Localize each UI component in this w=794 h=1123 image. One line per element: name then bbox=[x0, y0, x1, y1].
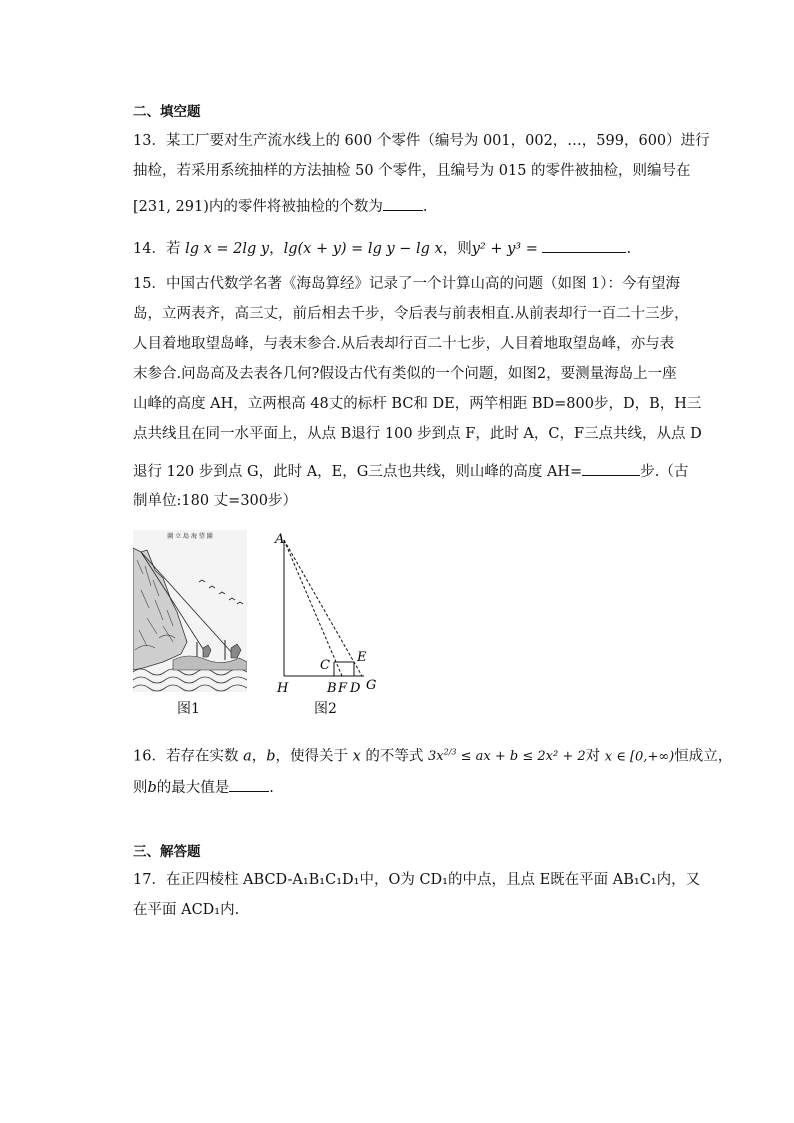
q15-line-4: 末参合.问岛高及去表各几何?假设古代有类似的一个问题，如图2，要测量海岛上一座 bbox=[133, 366, 677, 382]
q13-interval: [231, 291) bbox=[133, 199, 209, 215]
section-heading-solutions: 三、解答题 bbox=[133, 844, 201, 860]
q16-line-2-b: b bbox=[147, 780, 157, 796]
q15-line-1: 15．中国古代数学名著《海岛算经》记录了一个计算山高的问题（如图 1）：今有望海 bbox=[133, 276, 681, 292]
q15-line-7-before: 退行 120 步到点 G，此时 A，E，G三点也共线，则山峰的高度 AH= bbox=[133, 464, 583, 480]
q16-answer-blank[interactable] bbox=[229, 777, 269, 792]
figure-1-illustration bbox=[133, 530, 247, 692]
q14-answer-blank[interactable] bbox=[542, 238, 626, 253]
q13-end: . bbox=[422, 199, 428, 215]
q16-inequality bbox=[428, 749, 586, 764]
figure-2-caption: 图2 bbox=[314, 701, 337, 717]
figure-1-header: 圖 立 島 海 望 圖 bbox=[167, 533, 213, 540]
q16-var-b: b bbox=[266, 748, 276, 765]
q13-line-3 bbox=[133, 196, 428, 217]
q14-sep: ， bbox=[269, 241, 284, 257]
q16-line-1 bbox=[133, 743, 732, 767]
label-H: H bbox=[277, 681, 289, 695]
q14-line bbox=[133, 238, 631, 259]
q16-var-x: x bbox=[352, 748, 361, 765]
q16-line-2-text: 的最大值是 bbox=[156, 780, 230, 796]
q16-comma: ， bbox=[251, 748, 267, 765]
label-C: C bbox=[320, 658, 330, 673]
q15-line-7-after: 步.（古 bbox=[640, 464, 689, 480]
q14-condition-2: lg(x + y) = lg y − lg x bbox=[283, 241, 443, 257]
q15-line-8: 制单位:180 丈=300步） bbox=[133, 493, 297, 509]
label-D: D bbox=[350, 681, 361, 695]
label-B: B bbox=[327, 681, 337, 695]
q15-answer-blank[interactable] bbox=[582, 461, 640, 476]
q16-mid: ，使得关于 bbox=[275, 748, 349, 765]
label-A: A bbox=[275, 532, 285, 547]
section-heading-fill-in: 二、填空题 bbox=[133, 104, 201, 120]
figure-2-diagram bbox=[272, 530, 387, 695]
figure-1-caption: 图1 bbox=[177, 701, 200, 717]
q16-ineq-base: 3x bbox=[428, 749, 444, 765]
q16-line-2-prefix: 则 bbox=[133, 780, 148, 796]
q13-answer-blank[interactable] bbox=[383, 196, 423, 211]
q16-domain: x ∈ [0,+∞) bbox=[604, 749, 675, 765]
q16-line-2-end: . bbox=[269, 780, 274, 796]
q13-line-3-text: 内的零件将被抽检的个数为 bbox=[208, 199, 383, 215]
q16-mid-2: 的不等式 bbox=[365, 748, 424, 765]
label-G: G bbox=[366, 678, 377, 693]
label-F: F bbox=[338, 681, 348, 695]
q14-then: ，则 bbox=[442, 241, 472, 257]
label-E: E bbox=[357, 650, 367, 665]
q17-line-1: 17．在正四棱柱 ABCD-A₁B₁C₁D₁中，O为 CD₁的中点，且点 E既在平面 AB₁C₁内，又 bbox=[133, 872, 701, 888]
q15-line-5: 山峰的高度 AH，立两根高 48丈的标杆 BC和 DE，两竿相距 BD=800步，D，B，H三 bbox=[133, 396, 702, 412]
q13-line-2: 抽检，若采用系统抽样的方法抽检 50 个零件，且编号为 015 的零件被抽检，则编号在 bbox=[133, 163, 691, 179]
q14-end: . bbox=[626, 241, 632, 257]
q17-line-2: 在平面 ACD₁内. bbox=[133, 902, 240, 918]
q16-var-a: a bbox=[243, 748, 252, 765]
q14-prefix: 14．若 bbox=[133, 241, 181, 257]
q16-ineq-exponent: 2/3 bbox=[443, 748, 457, 757]
q14-condition-1: lg x = 2lg y bbox=[185, 241, 270, 257]
q16-line-1-end: 恒成立， bbox=[674, 748, 733, 765]
q14-expression: y² + y³ = bbox=[471, 241, 538, 257]
q13-line-1: 13．某工厂要对生产流水线上的 600 个零件（编号为 001，002，…，599，600）进行 bbox=[133, 133, 710, 149]
q16-for: 对 bbox=[585, 748, 601, 765]
q16-line-2 bbox=[133, 777, 274, 798]
q15-line-2: 岛，立两表齐，高三丈，前后相去千步，令后表与前表相直.从前表却行一百二十三步， bbox=[133, 306, 689, 322]
q16-prefix: 16．若存在实数 bbox=[133, 748, 239, 765]
q15-line-6: 点共线且在同一水平面上，从点 B退行 100 步到点 F，此时 A，C，F三点共线，从点 D bbox=[133, 426, 702, 442]
q15-line-3: 人目着地取望岛峰，与表末参合.从后表却行百二十七步，人目着地取望岛峰，亦与表 bbox=[133, 336, 675, 352]
q15-line-7 bbox=[133, 461, 688, 482]
q16-ineq-rest: ≤ ax + b ≤ 2x² + 2 bbox=[456, 749, 586, 765]
